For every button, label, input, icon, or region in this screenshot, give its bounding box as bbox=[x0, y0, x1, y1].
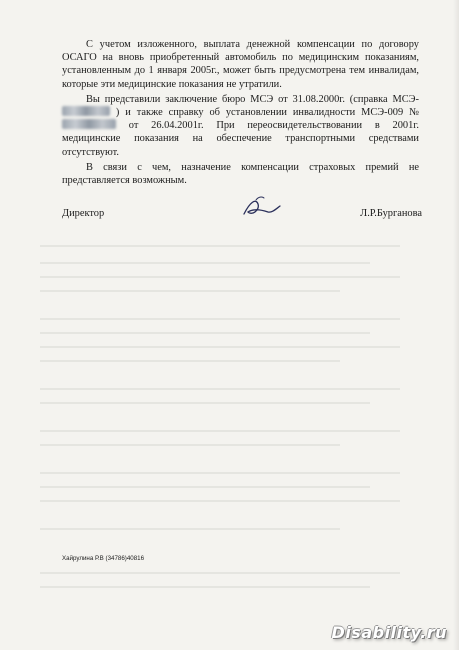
bleed-through-line bbox=[40, 486, 370, 488]
bleed-through-line bbox=[40, 290, 340, 292]
bleed-through-line bbox=[40, 332, 370, 334]
handwritten-signature bbox=[238, 194, 284, 220]
executor-line: Хайрулина Р.В (34786)40816 bbox=[62, 555, 145, 562]
paragraph-certificates bbox=[62, 93, 419, 159]
bleed-through-line bbox=[40, 444, 340, 446]
bleed-through-line bbox=[40, 388, 400, 390]
site-watermark: Disability.ru bbox=[331, 623, 447, 642]
signatory-role: Директор bbox=[62, 208, 105, 219]
signatory-name: Л.Р.Бурганова bbox=[360, 208, 422, 219]
certificate-text-part2: ) и также справку об установлении инвалидности МСЭ-009 № bbox=[115, 107, 419, 119]
bleed-through-line bbox=[40, 586, 370, 588]
certificate-text-part3: от 26.04.2001г. При переосвидетельствовании в 2001г. медицинские показания на обеспечение транспортными средствами отсутствуют. bbox=[62, 120, 419, 158]
letter-body bbox=[62, 38, 419, 189]
bleed-through-line bbox=[40, 245, 400, 247]
bleed-through-line bbox=[40, 572, 400, 574]
redacted-certificate-number bbox=[62, 106, 110, 116]
bleed-through-line bbox=[40, 528, 340, 530]
paragraph-compensation: С учетом изложенного, выплата денежной компенсации по договору ОСАГО на вновь приобретенный автомобиль по медицинским показаниям, установленным до 1 января 2005г., может быть предусмотрена тем инвалидам, которые эти медицинские показания не утратили. bbox=[62, 39, 419, 90]
bleed-through-line bbox=[40, 346, 400, 348]
bleed-through-line bbox=[40, 500, 400, 502]
paragraph-conclusion: В связи с чем, назначение компенсации страховых премий не представляется возможным. bbox=[62, 161, 419, 187]
page-edge-shadow bbox=[453, 0, 459, 650]
bleed-through-line bbox=[40, 262, 370, 264]
certificate-text-part1: Вы представили заключение бюро МСЭ от 31.08.2000г. (справка МСЭ- bbox=[86, 93, 419, 105]
bleed-through-line bbox=[40, 276, 400, 278]
redacted-certificate-number bbox=[62, 119, 116, 129]
signature-block bbox=[62, 208, 422, 228]
bleed-through-line bbox=[40, 402, 370, 404]
bleed-through-line bbox=[40, 430, 400, 432]
bleed-through-line bbox=[40, 318, 400, 320]
bleed-through-line bbox=[40, 360, 340, 362]
bleed-through-line bbox=[40, 472, 400, 474]
